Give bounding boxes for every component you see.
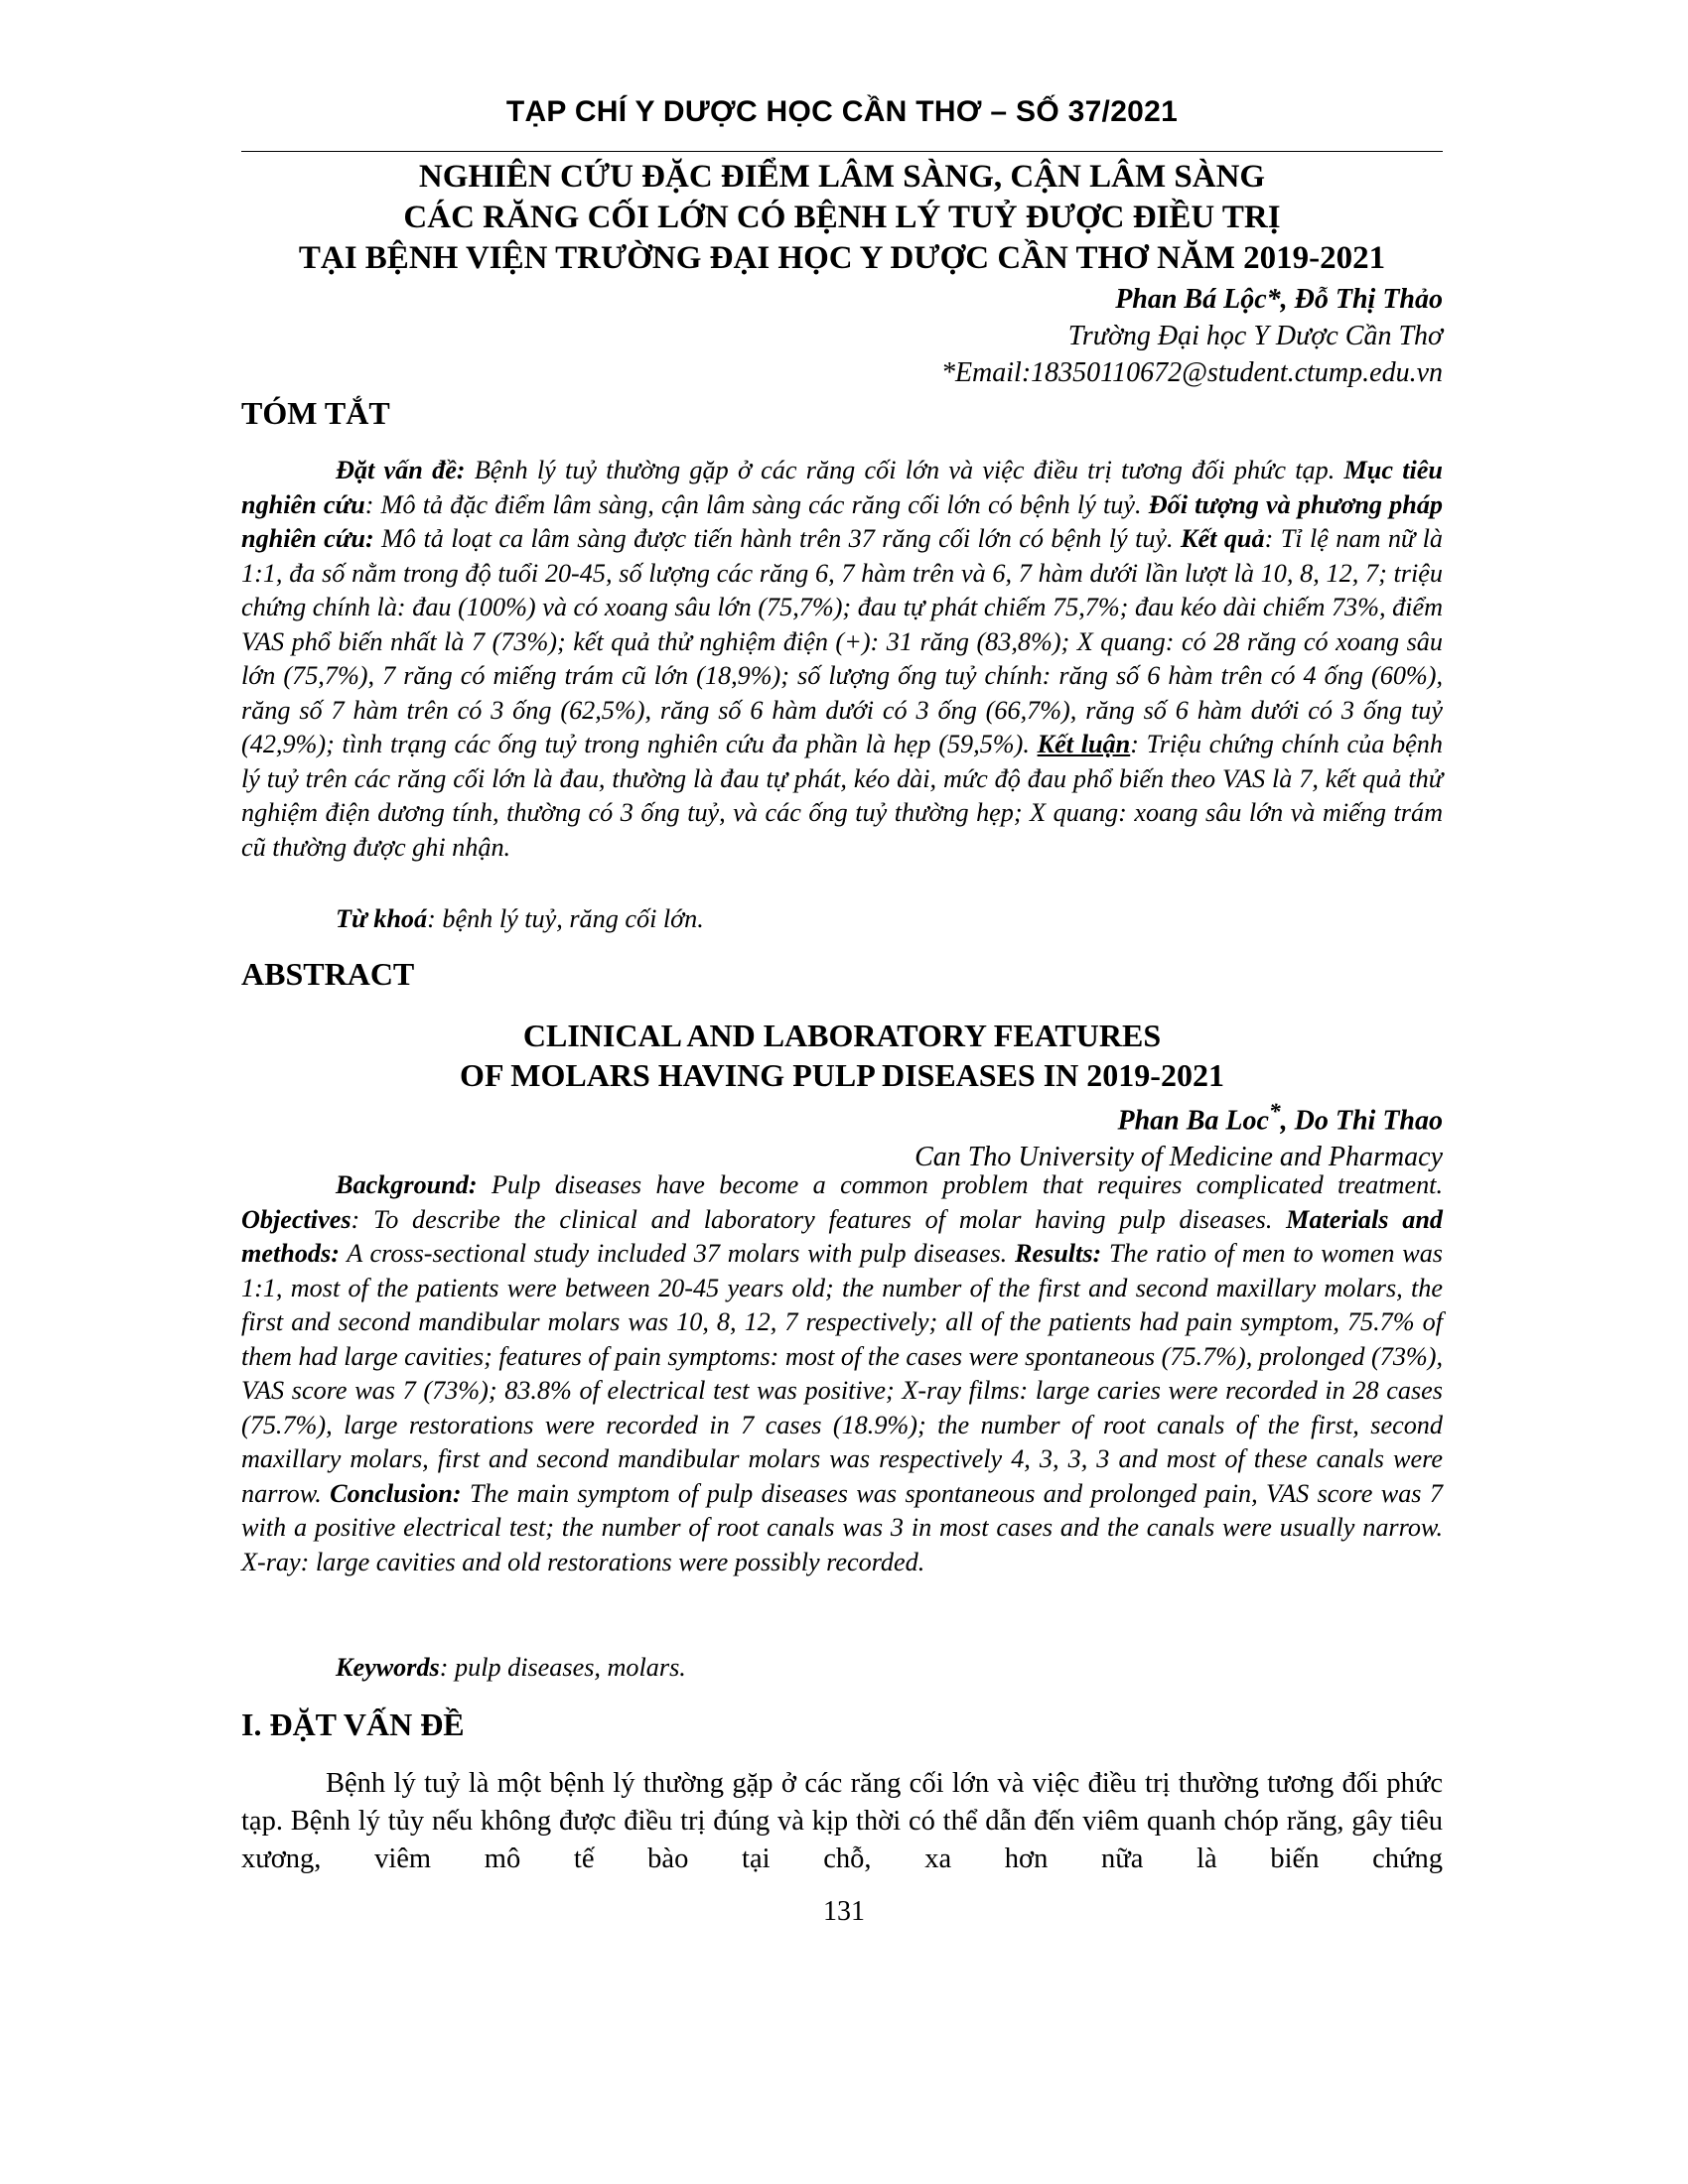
- page-number: 131: [823, 1896, 865, 1927]
- abstract-objectives-text: : To describe the clinical and laboratory features of molar having pulp diseases.: [351, 1204, 1287, 1234]
- authors-vi: Phan Bá Lộc*, Đỗ Thị Thảo: [1115, 284, 1443, 315]
- abstract-background-text: Pulp diseases have become a common problem that requires complicated treatment.: [477, 1170, 1443, 1199]
- authors-en: [914, 1094, 1443, 1139]
- summary-methods-text: Mô tả loạt ca lâm sàng được tiến hành trên 37 răng cối lớn có bệnh lý tuỷ.: [373, 524, 1182, 553]
- summary-conclusion-label: Kết luận: [1037, 730, 1131, 758]
- summary-keywords-text: : bệnh lý tuỷ, răng cối lớn.: [427, 904, 704, 933]
- summary-methods-label: Đối tượng và phương pháp nghiên cứu:: [241, 489, 1444, 553]
- summary-results-label: Kết quả: [1181, 524, 1265, 553]
- abstract-keywords-label: Keywords: [336, 1653, 440, 1682]
- author-block-en: [914, 1094, 1443, 1175]
- title-line: CLINICAL AND LABORATORY FEATURES: [522, 1018, 1162, 1053]
- section-1-heading: I. ĐẶT VẤN ĐỀ: [241, 1706, 465, 1742]
- author-block-vi: [941, 281, 1443, 391]
- summary-results-text: : Tỉ lệ nam nữ là 1:1, đa số nằm trong độ tuổi 20-45, số lượng các răng 6, 7 hàm trên và 6, 7 hàm dưới lần lượt là 10, 8, 12, 7; triệu chứng chính là: đau (100%) và có xoang sâu lớn (75,7%); đau tự phát chiếm 75,7%; đau kéo dài chiếm 73%, điểm VAS phổ biến nhất là 7 (73%); kết quả thử nghiệm điện (+): 31 răng (83,8%); X quang: có 28 răng có xoang sâu lớn (75,7%), 7 răng có miếng trám cũ lớn (18,9%); số lượng ống tuỷ chính: răng số 6 hàm trên có 4 ống (60%), răng số 7 hàm trên có 3 ống (62,5%), răng số 6 hàm dưới có 3 ống (66,7%), răng số 6 hàm dưới có 3 ống tuỷ (42,9%); tình trạng các ống tuỷ trong nghiên cứu đa phần là hẹp (59,5%).: [241, 524, 1443, 758]
- paper-title-en: [241, 1016, 1443, 1095]
- email: *Email:18350110672@student.ctump.edu.vn: [940, 357, 1443, 388]
- summary-background-label: Đặt vấn đề:: [336, 456, 466, 484]
- title-line: TẠI BỆNH VIỆN TRƯỜNG ĐẠI HỌC Y DƯỢC CẦN THƠ NĂM 2019-2021: [298, 240, 1386, 276]
- author-name: Phan Ba Loc: [1117, 1105, 1269, 1137]
- abstract-results-label: Results:: [1014, 1239, 1102, 1268]
- section-1-paragraph: Bệnh lý tuỷ là một bệnh lý thường gặp ở các răng cối lớn và việc điều trị thường tương đối phức tạp. Bệnh lý tủy nếu không được điều trị đúng và kịp thời có thể dẫn đến viêm quanh chóp răng, gây tiêu xương, viêm mô tế bào tại chỗ, xa hơn nữa là biến chứng: [241, 1768, 1443, 1874]
- abstract-conclusion-text: The main symptom of pulp diseases was spontaneous and prolonged pain, VAS score was 7 with a positive electrical test; the number of root canals was 3 in most cases and the canals were usually narrow. X-ray: large cavities and old restorations were possibly recorded.: [241, 1478, 1443, 1576]
- title-line: NGHIÊN CỨU ĐẶC ĐIỂM LÂM SÀNG, CẬN LÂM SÀNG: [418, 159, 1266, 195]
- summary-objective-label: Mục tiêu nghiên cứu: [241, 456, 1443, 519]
- abstract-background-label: Background:: [336, 1170, 478, 1199]
- title-line: CÁC RĂNG CỐI LỚN CÓ BỆNH LÝ TUỶ ĐƯỢC ĐIỀU TRỊ: [403, 200, 1281, 235]
- summary-conclusion-text: : Triệu chứng chính của bệnh lý tuỷ trên các răng cối lớn là đau, thường là đau tự phát, kéo dài, mức độ đau phổ biến theo VAS là 7, kết quả thử nghiệm điện dương tính, thường có 3 ống tuỷ, và các ống tuỷ thường hẹp; X quang: xoang sâu lớn và miếng trám cũ thường được ghi nhận.: [241, 730, 1443, 862]
- abstract-conclusion-label: Conclusion:: [330, 1478, 462, 1508]
- abstract-objectives-label: Objectives: [241, 1204, 352, 1234]
- affiliation-vi: Trường Đại học Y Dược Cần Thơ: [1067, 321, 1443, 351]
- abstract-keywords: [241, 1651, 1443, 1686]
- abstract-methods-text: A cross-sectional study included 37 molars with pulp diseases.: [339, 1239, 1015, 1268]
- summary-keywords: [241, 902, 1443, 937]
- journal-header: TẠP CHÍ Y DƯỢC HỌC CẦN THƠ – SỐ 37/2021: [505, 95, 1179, 128]
- abstract-results-text: The ratio of men to women was 1:1, most of the patients were between 20-45 years old; the number of the first and second maxillary molars, the first and second mandibular molars was 10, 8, 12, 7 respectively; all of the patients had pain symptom, 75.7% of them had large cavities; features of pain symptoms: most of the cases were spontaneous (75.7%), prolonged (73%), VAS score was 7 (73%); 83.8% of electrical test was positive; X-ray films: large caries were recorded in 28 cases (75.7%), large restorations were recorded in 7 cases (18.9%); the number of root canals of the first, second maxillary molars, first and second mandibular molars was respectively 4, 3, 3, 3 and most of these canals were narrow.: [241, 1239, 1444, 1508]
- abstract-keywords-text: : pulp diseases, molars.: [439, 1653, 686, 1682]
- author-name: , Do Thi Thao: [1280, 1105, 1443, 1137]
- abstract-paragraph: [241, 1168, 1443, 1579]
- abstract-methods-label: Materials and methods:: [241, 1204, 1443, 1268]
- summary-background-text: Bệnh lý tuỷ thường gặp ở các răng cối lớn và việc điều trị tương đối phức tạp.: [465, 456, 1344, 484]
- abstract-heading: ABSTRACT: [241, 956, 415, 992]
- summary-keywords-label: Từ khoá: [336, 904, 428, 933]
- summary-objective-text: : Mô tả đặc điểm lâm sàng, cận lâm sàng các răng cối lớn có bệnh lý tuỷ.: [364, 489, 1149, 519]
- paper-title-vi: [241, 157, 1443, 279]
- affiliation-en: Can Tho University of Medicine and Pharmacy: [914, 1142, 1443, 1173]
- title-line: OF MOLARS HAVING PULP DISEASES IN 2019-2021: [460, 1057, 1224, 1093]
- summary-paragraph: [241, 454, 1443, 865]
- summary-heading: TÓM TẮT: [241, 395, 390, 431]
- header-rule: [241, 151, 1443, 152]
- author-mark: *: [1268, 1099, 1281, 1125]
